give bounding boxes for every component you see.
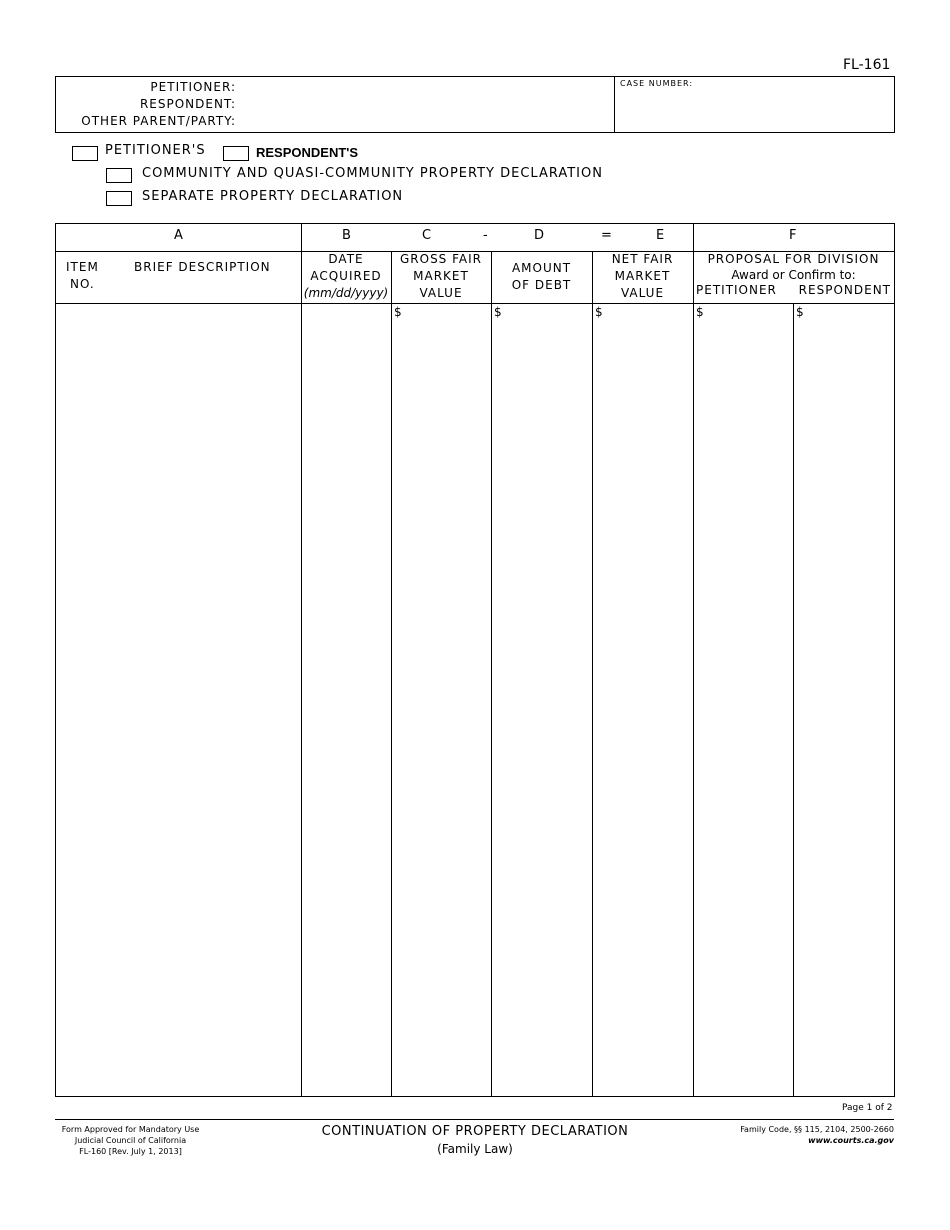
respondent-dollar-sign: $ [796,305,804,319]
form-subtitle: (Family Law) [437,1142,513,1156]
col-letter-e: E [656,228,665,243]
col-divider-b-c [391,251,392,1096]
property-table [55,223,895,1097]
separate-property-label: SEPARATE PROPERTY DECLARATION [142,189,404,204]
caption-box [55,76,895,133]
petitioners-label: PETITIONER'S [105,143,206,158]
date-acquired-header [301,251,391,302]
caption-divider [614,77,615,132]
col-letter-b: B [342,228,351,243]
page-number: Page 1 of 2 [842,1103,893,1113]
proposal-for-division-header [693,252,894,299]
minus-sign: - [483,228,488,243]
col-letter-c: C [422,228,432,243]
petitioner-label: PETITIONER: [150,80,236,94]
gross-header-line-3: VALUE [419,286,463,300]
party-labels [81,79,236,130]
col-letter-f: F [789,228,797,243]
net-fair-market-value-header [592,251,693,302]
no-header-line: NO. [70,277,95,291]
debt-header-line-1: AMOUNT [511,261,572,275]
gross-header-line-2: MARKET [413,269,469,283]
item-no-header [66,259,99,293]
community-property-label: COMMUNITY AND QUASI-COMMUNITY PROPERTY DECLARATION [142,166,603,181]
proposal-header-line-2: Award or Confirm to: [731,267,856,282]
form-number: FL-161 [843,57,891,73]
gross-fair-market-value-header [391,251,491,302]
footer-approval-line-2: Judicial Council of California [74,1136,187,1145]
proposal-party-headers [693,283,894,299]
brief-description-header: BRIEF DESCRIPTION [134,260,271,274]
petitioners-checkbox[interactable] [72,146,98,161]
proposal-respondent-header: RESPONDENT [798,283,891,297]
item-header-line: ITEM [66,260,99,274]
case-number-label: CASE NUMBER: [620,79,694,88]
community-property-checkbox[interactable] [106,168,132,183]
proposal-header-line-1: PROPOSAL FOR DIVISION [707,252,880,266]
debt-header-line-2: OF DEBT [511,278,572,292]
footer-rule [55,1119,894,1120]
col-divider-c-d [491,251,492,1096]
gross-header-line-1: GROSS FAIR [399,252,483,266]
net-header-line-2: MARKET [614,269,671,283]
col-divider-d-e [592,251,593,1096]
net-header-line-1: NET FAIR [611,252,674,266]
equals-sign: = [601,228,612,243]
respondents-checkbox[interactable] [223,146,249,161]
respondents-label: RESPONDENT'S [256,145,359,160]
date-header-line-1: DATE [328,252,364,266]
proposal-petitioner-header: PETITIONER [696,283,777,297]
petitioner-dollar-sign: $ [696,305,704,319]
respondent-label: RESPONDENT: [139,97,236,111]
date-header-line-2: ACQUIRED [310,269,382,283]
footer-approval-line-1: Form Approved for Mandatory Use [61,1125,200,1134]
col-divider-e-f [693,224,694,1096]
footer-citation-block [634,1124,894,1146]
family-code-citation: Family Code, §§ 115, 2104, 2500-2660 [740,1125,894,1134]
header-row-rule [56,303,894,304]
separate-property-checkbox[interactable] [106,191,132,206]
debt-dollar-sign: $ [494,305,502,319]
other-party-label: OTHER PARENT/PARTY: [81,114,236,128]
col-letter-a: A [174,228,183,243]
col-letter-d: D [534,228,545,243]
form-title: CONTINUATION OF PROPERTY DECLARATION [321,1124,629,1139]
footer-approval-block [58,1124,203,1157]
courts-website-link[interactable]: www.courts.ca.gov [808,1136,894,1145]
col-divider-f-split [793,303,794,1096]
date-header-line-3: (mm/dd/yyyy) [303,286,389,300]
net-value-dollar-sign: $ [595,305,603,319]
amount-of-debt-header [491,260,592,294]
net-header-line-3: VALUE [620,286,665,300]
footer-approval-line-3: FL-160 [Rev. July 1, 2013] [79,1147,182,1156]
gross-value-dollar-sign: $ [394,305,402,319]
col-divider-a-b [301,224,302,1096]
